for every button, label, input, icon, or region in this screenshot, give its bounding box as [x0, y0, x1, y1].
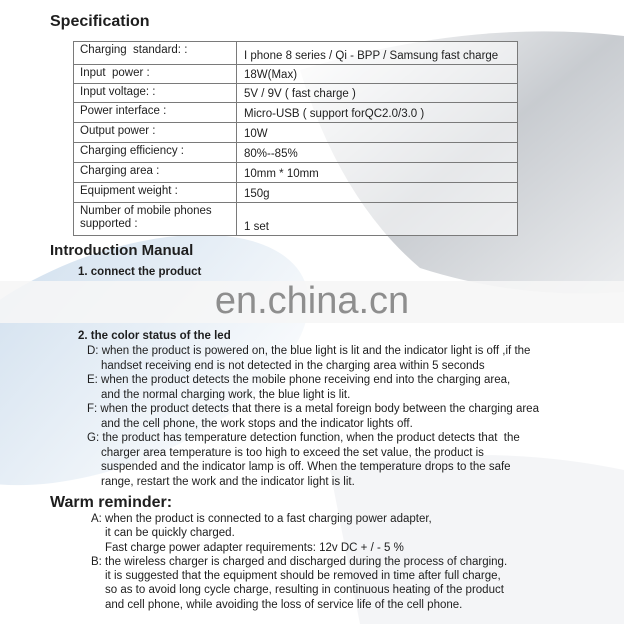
spec-value: 10mm * 10mm — [237, 163, 518, 183]
table-row — [74, 42, 518, 65]
warm-item-a-line: Fast charge power adapter requirements: 12v DC + / - 5 % — [105, 541, 404, 554]
spec-value: 18W(Max) — [237, 65, 518, 84]
table-row — [74, 203, 518, 236]
led-item-d-line: handset receiving end is not detected in the charging area within 5 seconds — [101, 359, 485, 372]
table-row — [74, 103, 518, 123]
led-item-f-line: F: when the product detects that there is a metal foreign body between the charging area — [87, 403, 539, 415]
spec-label: Equipment weight : — [74, 183, 237, 203]
spec-label: Charging area : — [74, 163, 237, 183]
led-item-g-line: charger area temperature is too high to exceed the set value, the product is — [101, 446, 484, 459]
step-led-status-heading: 2. the color status of the led — [78, 330, 231, 342]
table-row — [74, 163, 518, 183]
spec-value: 5V / 9V ( fast charge ) — [237, 84, 518, 103]
warm-item-b-line: so as to avoid long cycle charge, resulting in continuous heating of the product — [105, 584, 504, 597]
spec-label: Charging efficiency : — [74, 143, 237, 163]
spec-label: Charging standard: : — [74, 42, 237, 65]
warm-item-b-line: it is suggested that the equipment should be removed in time after full charge, — [105, 570, 501, 583]
specification-table — [73, 41, 518, 236]
step-connect-heading: 1. connect the product — [78, 266, 202, 278]
spec-label: Input power : — [74, 65, 237, 84]
warm-reminder-heading: Warm reminder: — [50, 494, 173, 511]
spec-value: Micro-USB ( support forQC2.0/3.0 ) — [237, 103, 518, 123]
warm-reminder-list — [0, 512, 624, 612]
led-item-g-line: G: the product has temperature detection function, when the product detects that the — [87, 432, 520, 444]
led-item-e-line: E: when the product detects the mobile phone receiving end into the charging area, — [87, 374, 511, 386]
warm-item-a-line: it can be quickly charged. — [105, 527, 235, 540]
warm-item-b-line: B: the wireless charger is charged and discharged during the process of charging. — [91, 555, 508, 568]
spec-label: Output power : — [74, 123, 237, 143]
led-status-list — [0, 344, 624, 489]
table-row — [74, 183, 518, 203]
led-item-f-line: and the cell phone, the work stops and the indicator lights off. — [101, 417, 413, 430]
spec-value: I phone 8 series / Qi - BPP / Samsung fast charge — [237, 42, 518, 65]
table-row — [74, 84, 518, 103]
spec-value: 10W — [237, 123, 518, 143]
watermark-text: en.china.cn — [214, 280, 410, 322]
table-row — [74, 123, 518, 143]
table-row — [74, 65, 518, 84]
spec-label: Input voltage: : — [74, 84, 237, 103]
spec-value: 1 set — [237, 203, 518, 236]
spec-label: Power interface : — [74, 103, 237, 123]
spec-value: 150g — [237, 183, 518, 203]
led-item-g-line: suspended and the indicator lamp is off. When the temperature drops to the safe — [101, 461, 511, 473]
introduction-heading: Introduction Manual — [50, 242, 194, 259]
table-row — [74, 143, 518, 163]
spec-label: Number of mobile phones supported : — [74, 203, 237, 236]
led-item-d-line: D: when the product is powered on, the blue light is lit and the indicator light is off ,if the — [87, 345, 531, 357]
led-item-g-line: range, restart the work and the indicator light is lit. — [101, 475, 355, 488]
page-title: Specification — [50, 13, 150, 30]
led-item-e-line: and the normal charging work, the blue light is lit. — [101, 388, 351, 401]
spec-value: 80%--85% — [237, 143, 518, 163]
warm-item-a-line: A: when the product is connected to a fast charging power adapter, — [91, 513, 432, 525]
warm-item-b-line: and cell phone, while avoiding the loss of service life of the cell phone. — [105, 598, 463, 611]
